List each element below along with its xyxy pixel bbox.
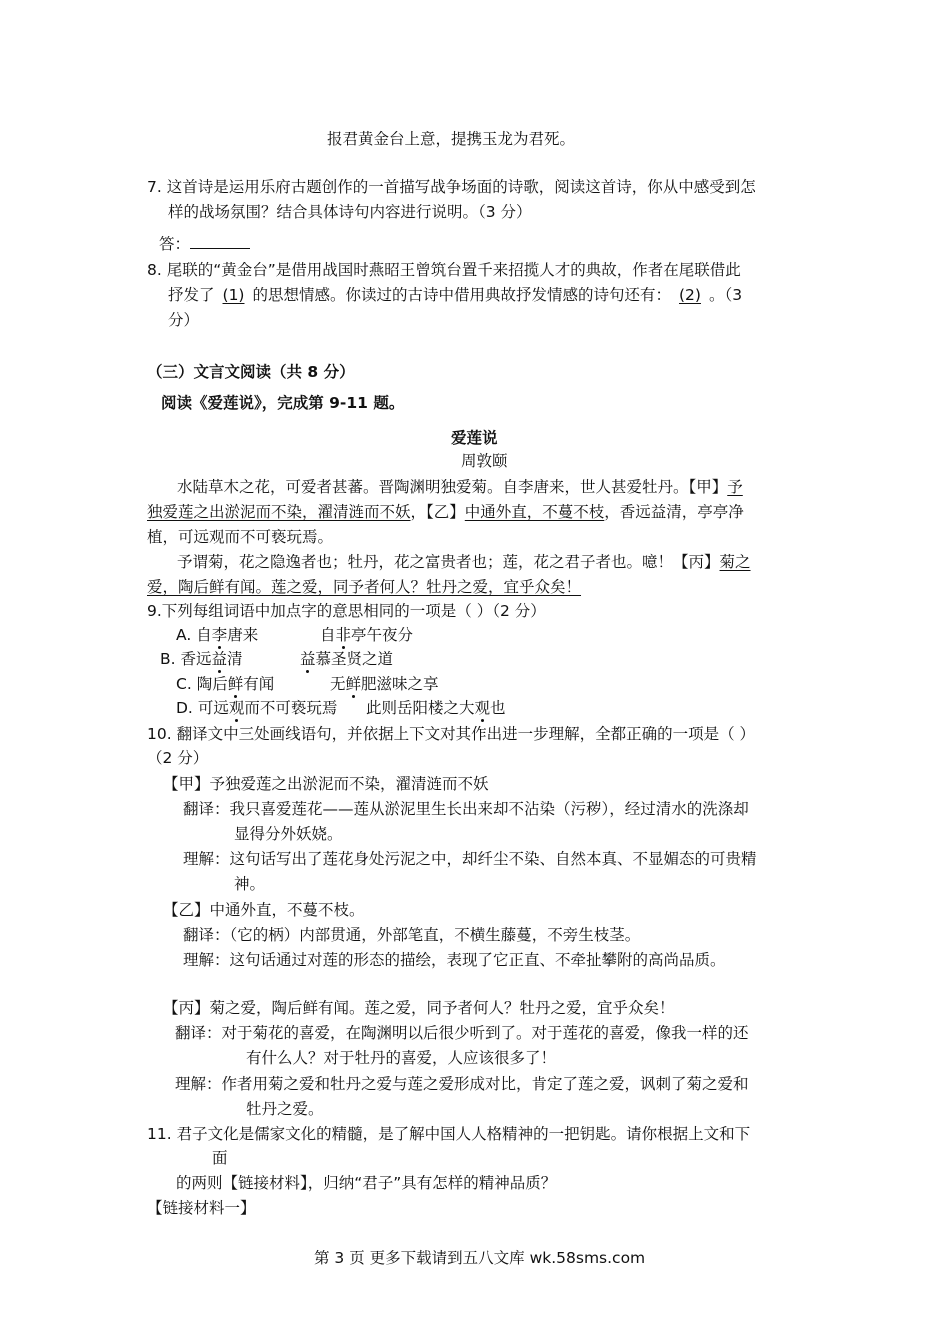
q9-a-right-dot: 非	[335, 626, 352, 644]
q8-blank-2[interactable]: (2)	[679, 286, 701, 304]
essay-p1-l2-b: ，【乙】	[410, 503, 465, 521]
q9-b-left-b: 清	[227, 650, 243, 668]
q9-d-right-dot: 观	[474, 699, 491, 717]
q10-jia-translation-2: 显得分外妖娆。	[234, 825, 343, 843]
q10-yi-sentence: 【乙】中通外直，不蔓不枝。	[163, 901, 365, 919]
essay-jia-underline-start: 予	[727, 478, 743, 496]
q10-jia-sentence: 【甲】予独爱莲之出淤泥而不染，濯清涟而不妖	[163, 775, 489, 793]
q9-option-a-label: A.	[176, 626, 192, 644]
q8-line2-b: 的思想情感。你读过的古诗中借用典故抒发情感的诗句还有：	[252, 286, 671, 304]
q9-a-right-a: 自	[320, 626, 336, 644]
q10-bing-translation-2: 有什么人？对于牡丹的喜爱，人应该很多了！	[246, 1049, 557, 1067]
q9-b-left-a: 香远	[180, 650, 212, 668]
essay-title: 爱莲说	[451, 429, 498, 447]
q10-jia-translation-1: 翻译：我只喜爱莲花——莲从淤泥里生长出来却不沾染（污秽），经过清水的洗涤却	[183, 800, 749, 818]
q11-line3: 的两则【链接材料】，归纳“君子”具有怎样的精神品质？	[176, 1174, 557, 1192]
q9-d-left-a: 可远	[197, 699, 229, 717]
section3-instruction: 阅读《爱莲说》，完成第 9-11 题。	[161, 394, 405, 412]
essay-p1-line2	[147, 501, 744, 523]
essay-p1-l2-d: ，香远益清，亭亭净	[604, 503, 744, 521]
essay-yi-underline: 中通外直，不蔓不枝	[464, 503, 605, 521]
essay-p2-l1-a: 予谓菊，花之隐逸者也；牡丹，花之富贵者也；莲，花之君子者也。噫！【丙】	[177, 553, 720, 571]
q9-a-right-b: 亭午夜分	[351, 626, 414, 644]
q9-b-right-dot: 益	[300, 650, 316, 668]
essay-jia-underline: 独爱莲之出淤泥而不染，濯清涟而不妖	[147, 503, 411, 521]
q7-line1: 7. 这首诗是运用乐府古题创作的一首描写战争场面的诗歌，阅读这首诗，你从中感受到怎	[147, 178, 756, 196]
q9-c-right-b: 肥滋味之享	[361, 675, 439, 693]
essay-p1-line1	[177, 476, 743, 498]
essay-p2-line1	[177, 551, 751, 573]
q9-a-left-b: 唐来	[227, 626, 259, 644]
q10-bing-translation-1: 翻译：对于菊花的喜爱，在陶渊明以后很少听到了。对于莲花的喜爱，像我一样的还	[175, 1024, 749, 1042]
q9-c-right-dot: 鲜	[345, 675, 362, 693]
q9-option-a[interactable]	[176, 624, 258, 646]
q10-yi-understanding: 理解：这句话通过对莲的形态的描绘，表现了它正直、不牵扯攀附的高尚品质。	[183, 951, 726, 969]
q9-a-left-a: 自	[196, 626, 212, 644]
q10-bing-sentence: 【丙】菊之爱，陶后鲜有闻。莲之爱，同予者何人？牡丹之爱，宜乎众矣！	[163, 999, 675, 1017]
q9-b-left-dot: 益	[211, 650, 228, 668]
q9-c-left-b: 有闻	[243, 675, 275, 693]
q8-line2-c: 。（3	[708, 286, 743, 304]
essay-p1-line3: 植，可远观而不可亵玩焉。	[147, 528, 334, 546]
q9-d-left-b: 而不可亵玩焉	[244, 699, 338, 717]
section3-heading: （三）文言文阅读（共 8 分）	[147, 363, 355, 381]
q11-link-material-1: 【链接材料一】	[147, 1199, 256, 1217]
q7-answer-blank[interactable]	[190, 234, 250, 249]
q9-option-b[interactable]	[160, 648, 243, 670]
q11-line2: 面	[212, 1149, 228, 1167]
q11-line1: 11. 君子文化是儒家文化的精髓，是了解中国人人格精神的一把钥匙。请你根据上文和下	[147, 1125, 751, 1143]
q7-answer-label: 答：	[159, 235, 191, 253]
q9-d-right-a: 此则岳阳楼之大	[366, 699, 475, 717]
q9-c-left-dot: 鲜	[227, 675, 244, 693]
poem-last-line: 报君黄金台上意，提携玉龙为君死。	[327, 130, 576, 148]
q8-blank-1[interactable]: (1)	[222, 286, 245, 304]
q9-d-right-b: 也	[490, 699, 506, 717]
q7-line2: 样的战场氛围？结合具体诗句内容进行说明。（3 分）	[168, 203, 532, 221]
q8-line1: 8. 尾联的“黄金台”是借用战国时燕昭王曾筑台置千来招揽人才的典故，作者在尾联借此	[147, 261, 741, 279]
q10-bing-understanding-2: 牡丹之爱。	[246, 1100, 324, 1118]
q10-bing-understanding-1: 理解：作者用菊之爱和牡丹之爱与莲之爱形成对比，肯定了莲之爱，讽刺了菊之爱和	[175, 1075, 749, 1093]
q9-option-c-right	[330, 673, 439, 695]
q9-c-left-a: 陶后	[196, 675, 228, 693]
essay-bing-underline: 爱，陶后鲜有闻。莲之爱，同予者何人？牡丹之爱，宜乎众矣！	[147, 578, 582, 596]
essay-bing-underline-start: 菊之	[719, 553, 751, 571]
q8-line2	[168, 284, 742, 306]
q10-stem-2: （2 分）	[147, 749, 209, 767]
essay-p2-line2	[147, 576, 581, 598]
q9-option-d-right	[366, 697, 506, 719]
essay-author: 周敦颐	[461, 452, 508, 470]
q10-yi-translation: 翻译：（它的柄）内部贯通，外部笔直，不横生藤蔓，不旁生枝茎。	[183, 926, 641, 944]
q10-stem-1: 10. 翻译文中三处画线语句，并依据上下文对其作出进一步理解，全都正确的一项是（ ）	[147, 725, 756, 743]
q8-line3: 分）	[168, 311, 200, 329]
page-footer: 第 3 页 更多下载请到五八文库 wk.58sms.com	[314, 1249, 646, 1267]
q10-jia-understanding-2: 神。	[234, 875, 266, 893]
q9-option-b-right	[300, 648, 393, 670]
q9-c-right-a: 无	[330, 675, 346, 693]
q9-option-d[interactable]	[176, 697, 337, 719]
q9-a-left-dot: 李	[211, 626, 228, 644]
essay-p1-l1-a: 水陆草木之花，可爱者甚蕃。晋陶渊明独爱菊。自李唐来，世人甚爱牡丹。【甲】	[177, 478, 728, 496]
q9-option-d-label: D.	[176, 699, 193, 717]
q7-answer	[159, 233, 250, 255]
q9-d-left-dot: 观	[228, 699, 245, 717]
q9-option-a-right	[320, 624, 413, 646]
q9-option-c[interactable]	[176, 673, 274, 695]
q9-stem: 9.下列每组词语中加点字的意思相同的一项是（ ）（2 分）	[147, 602, 546, 620]
q8-line2-a: 抒发了	[168, 286, 215, 304]
q9-option-b-label: B.	[160, 650, 176, 668]
q10-jia-understanding-1: 理解：这句话写出了莲花身处污泥之中，却纤尘不染、自然本真、不显媚态的可贵精	[183, 850, 757, 868]
q9-b-right-b: 慕圣贤之道	[315, 650, 394, 668]
q9-option-c-label: C.	[176, 675, 192, 693]
